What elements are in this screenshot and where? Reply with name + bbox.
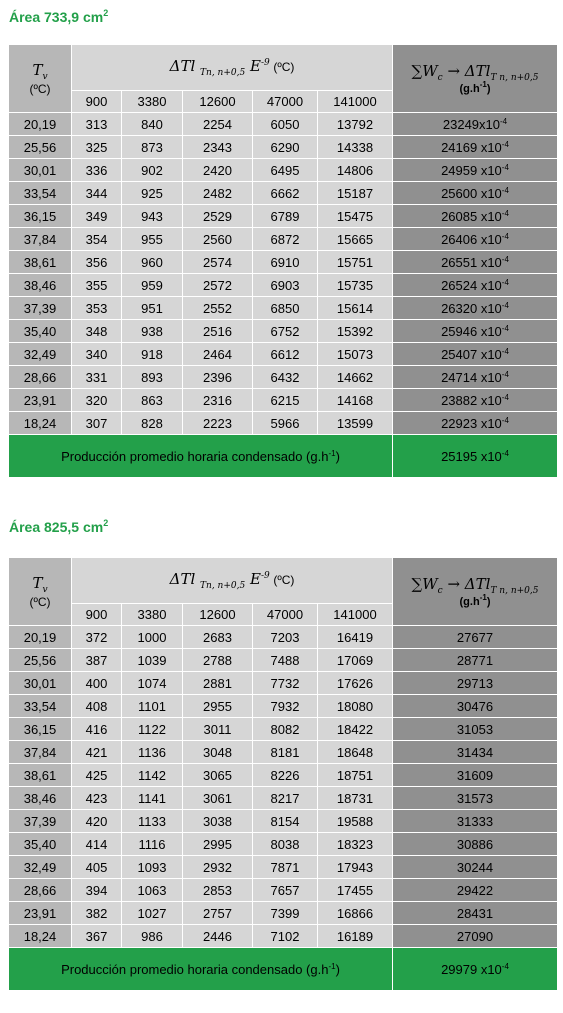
sum-cell: 26551 $x10^{-4}$ bbox=[393, 251, 558, 274]
tv-header: $T_v$ (ºC) bbox=[9, 558, 72, 626]
value-cell: 18731 bbox=[318, 787, 393, 810]
value-cell: 16419 bbox=[318, 626, 393, 649]
column-header: 12600 bbox=[183, 604, 253, 626]
value-cell: 325 bbox=[72, 136, 122, 159]
value-cell: 7488 bbox=[253, 649, 318, 672]
tv-cell: 36,15 bbox=[9, 205, 72, 228]
value-cell: 8226 bbox=[253, 764, 318, 787]
tv-cell: 28,66 bbox=[9, 879, 72, 902]
footer-label: Producción promedio horaria condensado $(g.h^{-1})$ bbox=[9, 435, 393, 478]
tv-cell: 38,46 bbox=[9, 787, 72, 810]
value-cell: 15475 bbox=[318, 205, 393, 228]
table-row bbox=[9, 856, 558, 879]
value-cell: 6495 bbox=[253, 159, 318, 182]
value-cell: 400 bbox=[72, 672, 122, 695]
delta-header: ΔTl $_{Tn, n+0,5}$ $E^{-9}$ (ºC) bbox=[72, 45, 393, 91]
value-cell: 2316 bbox=[183, 389, 253, 412]
section-title-2: Área 825,5 $cm^2$ bbox=[9, 518, 109, 535]
value-cell: 6612 bbox=[253, 343, 318, 366]
tv-cell: 32,49 bbox=[9, 856, 72, 879]
value-cell: 19588 bbox=[318, 810, 393, 833]
value-cell: 951 bbox=[122, 297, 183, 320]
value-cell: 14662 bbox=[318, 366, 393, 389]
value-cell: 2516 bbox=[183, 320, 253, 343]
value-cell: 840 bbox=[122, 113, 183, 136]
sum-header: $\sum W_c \to \Delta Tl_{T n, n+0,5}$ $(g.h^{-1})$ bbox=[393, 45, 558, 113]
value-cell: 13792 bbox=[318, 113, 393, 136]
value-cell: 320 bbox=[72, 389, 122, 412]
value-cell: 336 bbox=[72, 159, 122, 182]
column-header: 141000 bbox=[318, 604, 393, 626]
tv-cell: 33,54 bbox=[9, 695, 72, 718]
table-row bbox=[9, 879, 558, 902]
value-cell: 2396 bbox=[183, 366, 253, 389]
value-cell: 16866 bbox=[318, 902, 393, 925]
value-cell: 902 bbox=[122, 159, 183, 182]
footer-row bbox=[9, 435, 558, 478]
column-header: 3380 bbox=[122, 604, 183, 626]
value-cell: 2572 bbox=[183, 274, 253, 297]
value-cell: 405 bbox=[72, 856, 122, 879]
value-cell: 7203 bbox=[253, 626, 318, 649]
footer-value: 29979 $x10^{-4}$ bbox=[393, 948, 558, 991]
value-cell: 2560 bbox=[183, 228, 253, 251]
tv-cell: 23,91 bbox=[9, 389, 72, 412]
value-cell: 14338 bbox=[318, 136, 393, 159]
table-row bbox=[9, 136, 558, 159]
tv-cell: 38,61 bbox=[9, 764, 72, 787]
table-row bbox=[9, 833, 558, 856]
value-cell: 955 bbox=[122, 228, 183, 251]
value-cell: 1101 bbox=[122, 695, 183, 718]
sum-cell: 31573 bbox=[393, 787, 558, 810]
value-cell: 863 bbox=[122, 389, 183, 412]
value-cell: 7657 bbox=[253, 879, 318, 902]
table-row bbox=[9, 695, 558, 718]
value-cell: 2223 bbox=[183, 412, 253, 435]
value-cell: 6850 bbox=[253, 297, 318, 320]
column-header: 3380 bbox=[122, 91, 183, 113]
value-cell: 7102 bbox=[253, 925, 318, 948]
footer-row bbox=[9, 948, 558, 991]
tv-cell: 32,49 bbox=[9, 343, 72, 366]
value-cell: 6910 bbox=[253, 251, 318, 274]
data-table-2 bbox=[8, 557, 558, 991]
value-cell: 8217 bbox=[253, 787, 318, 810]
tv-cell: 25,56 bbox=[9, 649, 72, 672]
tv-cell: 37,39 bbox=[9, 810, 72, 833]
sum-cell: 26320 $x10^{-4}$ bbox=[393, 297, 558, 320]
value-cell: 8082 bbox=[253, 718, 318, 741]
value-cell: 2343 bbox=[183, 136, 253, 159]
table-row bbox=[9, 251, 558, 274]
value-cell: 17069 bbox=[318, 649, 393, 672]
value-cell: 943 bbox=[122, 205, 183, 228]
value-cell: 307 bbox=[72, 412, 122, 435]
value-cell: 2757 bbox=[183, 902, 253, 925]
sum-cell: 25600 $x10^{-4}$ bbox=[393, 182, 558, 205]
value-cell: 425 bbox=[72, 764, 122, 787]
sum-cell: 31434 bbox=[393, 741, 558, 764]
value-cell: 13599 bbox=[318, 412, 393, 435]
value-cell: 14806 bbox=[318, 159, 393, 182]
sum-cell: 31333 bbox=[393, 810, 558, 833]
value-cell: 2881 bbox=[183, 672, 253, 695]
table-row bbox=[9, 366, 558, 389]
value-cell: 18323 bbox=[318, 833, 393, 856]
value-cell: 6215 bbox=[253, 389, 318, 412]
sum-cell: 29713 bbox=[393, 672, 558, 695]
value-cell: 873 bbox=[122, 136, 183, 159]
table-row bbox=[9, 205, 558, 228]
value-cell: 2254 bbox=[183, 113, 253, 136]
value-cell: 3038 bbox=[183, 810, 253, 833]
value-cell: 15614 bbox=[318, 297, 393, 320]
table-row bbox=[9, 182, 558, 205]
value-cell: 959 bbox=[122, 274, 183, 297]
value-cell: 18648 bbox=[318, 741, 393, 764]
table-row bbox=[9, 297, 558, 320]
value-cell: 420 bbox=[72, 810, 122, 833]
delta-header: ΔTl $_{Tn, n+0,5}$ $E^{-9}$ (ºC) bbox=[72, 558, 393, 604]
sum-cell: 31053 bbox=[393, 718, 558, 741]
value-cell: 1136 bbox=[122, 741, 183, 764]
value-cell: 1116 bbox=[122, 833, 183, 856]
tv-header: $T_v$ (ºC) bbox=[9, 45, 72, 113]
value-cell: 986 bbox=[122, 925, 183, 948]
value-cell: 394 bbox=[72, 879, 122, 902]
value-cell: 6662 bbox=[253, 182, 318, 205]
column-header: 47000 bbox=[253, 91, 318, 113]
value-cell: 1074 bbox=[122, 672, 183, 695]
tv-cell: 33,54 bbox=[9, 182, 72, 205]
value-cell: 17943 bbox=[318, 856, 393, 879]
sum-cell: 24169 $x10^{-4}$ bbox=[393, 136, 558, 159]
sum-cell: 29422 bbox=[393, 879, 558, 902]
table-row bbox=[9, 741, 558, 764]
value-cell: 1141 bbox=[122, 787, 183, 810]
sum-cell: 28431 bbox=[393, 902, 558, 925]
value-cell: 2788 bbox=[183, 649, 253, 672]
value-cell: 349 bbox=[72, 205, 122, 228]
column-header: 47000 bbox=[253, 604, 318, 626]
value-cell: 331 bbox=[72, 366, 122, 389]
sum-cell: 25946 $x10^{-4}$ bbox=[393, 320, 558, 343]
value-cell: 408 bbox=[72, 695, 122, 718]
value-cell: 828 bbox=[122, 412, 183, 435]
value-cell: 15187 bbox=[318, 182, 393, 205]
value-cell: 7732 bbox=[253, 672, 318, 695]
sum-cell: 22923 $x10^{-4}$ bbox=[393, 412, 558, 435]
value-cell: 960 bbox=[122, 251, 183, 274]
table-row bbox=[9, 764, 558, 787]
table-row bbox=[9, 810, 558, 833]
value-cell: 8154 bbox=[253, 810, 318, 833]
sum-cell: 23882 $x10^{-4}$ bbox=[393, 389, 558, 412]
value-cell: 15735 bbox=[318, 274, 393, 297]
value-cell: 356 bbox=[72, 251, 122, 274]
tv-cell: 30,01 bbox=[9, 159, 72, 182]
tv-cell: 18,24 bbox=[9, 925, 72, 948]
value-cell: 6903 bbox=[253, 274, 318, 297]
tv-cell: 37,39 bbox=[9, 297, 72, 320]
tv-cell: 37,84 bbox=[9, 741, 72, 764]
value-cell: 6752 bbox=[253, 320, 318, 343]
tv-cell: 25,56 bbox=[9, 136, 72, 159]
value-cell: 2529 bbox=[183, 205, 253, 228]
value-cell: 8038 bbox=[253, 833, 318, 856]
value-cell: 8181 bbox=[253, 741, 318, 764]
table-row bbox=[9, 320, 558, 343]
value-cell: 3048 bbox=[183, 741, 253, 764]
value-cell: 918 bbox=[122, 343, 183, 366]
tv-cell: 38,46 bbox=[9, 274, 72, 297]
value-cell: 17455 bbox=[318, 879, 393, 902]
value-cell: 416 bbox=[72, 718, 122, 741]
sum-cell: 31609 bbox=[393, 764, 558, 787]
value-cell: 1000 bbox=[122, 626, 183, 649]
value-cell: 1133 bbox=[122, 810, 183, 833]
value-cell: 938 bbox=[122, 320, 183, 343]
sum-cell: 26085 $x10^{-4}$ bbox=[393, 205, 558, 228]
value-cell: 16189 bbox=[318, 925, 393, 948]
tv-cell: 28,66 bbox=[9, 366, 72, 389]
table-row bbox=[9, 672, 558, 695]
table-row bbox=[9, 274, 558, 297]
value-cell: 313 bbox=[72, 113, 122, 136]
value-cell: 6872 bbox=[253, 228, 318, 251]
value-cell: 421 bbox=[72, 741, 122, 764]
value-cell: 2853 bbox=[183, 879, 253, 902]
value-cell: 893 bbox=[122, 366, 183, 389]
value-cell: 1122 bbox=[122, 718, 183, 741]
sum-header: $\sum W_c \to \Delta Tl_{T n, n+0,5}$ $(g.h^{-1})$ bbox=[393, 558, 558, 626]
footer-label: Producción promedio horaria condensado $(g.h^{-1})$ bbox=[9, 948, 393, 991]
value-cell: 340 bbox=[72, 343, 122, 366]
table-row bbox=[9, 159, 558, 182]
value-cell: 387 bbox=[72, 649, 122, 672]
value-cell: 2574 bbox=[183, 251, 253, 274]
value-cell: 2932 bbox=[183, 856, 253, 879]
value-cell: 925 bbox=[122, 182, 183, 205]
value-cell: 372 bbox=[72, 626, 122, 649]
tv-cell: 30,01 bbox=[9, 672, 72, 695]
sum-cell: 26406 $x10^{-4}$ bbox=[393, 228, 558, 251]
column-header: 900 bbox=[72, 91, 122, 113]
value-cell: 382 bbox=[72, 902, 122, 925]
value-cell: 17626 bbox=[318, 672, 393, 695]
value-cell: 354 bbox=[72, 228, 122, 251]
value-cell: 2552 bbox=[183, 297, 253, 320]
tv-cell: 35,40 bbox=[9, 320, 72, 343]
tv-cell: 23,91 bbox=[9, 902, 72, 925]
sum-cell: 30886 bbox=[393, 833, 558, 856]
column-header: 141000 bbox=[318, 91, 393, 113]
value-cell: 355 bbox=[72, 274, 122, 297]
value-cell: 423 bbox=[72, 787, 122, 810]
table-row bbox=[9, 412, 558, 435]
value-cell: 1063 bbox=[122, 879, 183, 902]
value-cell: 5966 bbox=[253, 412, 318, 435]
value-cell: 1027 bbox=[122, 902, 183, 925]
section-title-1: Área 733,9 $cm^2$ bbox=[9, 8, 109, 25]
sum-cell: 30244 bbox=[393, 856, 558, 879]
value-cell: 2955 bbox=[183, 695, 253, 718]
sum-cell: 24714 $x10^{-4}$ bbox=[393, 366, 558, 389]
value-cell: 18080 bbox=[318, 695, 393, 718]
tv-cell: 36,15 bbox=[9, 718, 72, 741]
table-row bbox=[9, 902, 558, 925]
value-cell: 1142 bbox=[122, 764, 183, 787]
value-cell: 3065 bbox=[183, 764, 253, 787]
sum-cell: 26524 $x10^{-4}$ bbox=[393, 274, 558, 297]
value-cell: 6432 bbox=[253, 366, 318, 389]
sum-cell: $23249x10^{-4}$ bbox=[393, 113, 558, 136]
table-row bbox=[9, 718, 558, 741]
value-cell: 2482 bbox=[183, 182, 253, 205]
value-cell: 2420 bbox=[183, 159, 253, 182]
value-cell: 414 bbox=[72, 833, 122, 856]
value-cell: 344 bbox=[72, 182, 122, 205]
tv-cell: 18,24 bbox=[9, 412, 72, 435]
value-cell: 15392 bbox=[318, 320, 393, 343]
tv-cell: 37,84 bbox=[9, 228, 72, 251]
value-cell: 14168 bbox=[318, 389, 393, 412]
value-cell: 2683 bbox=[183, 626, 253, 649]
value-cell: 18422 bbox=[318, 718, 393, 741]
value-cell: 1039 bbox=[122, 649, 183, 672]
value-cell: 1093 bbox=[122, 856, 183, 879]
column-header: 900 bbox=[72, 604, 122, 626]
value-cell: 2446 bbox=[183, 925, 253, 948]
sum-cell: 27090 bbox=[393, 925, 558, 948]
table-row bbox=[9, 113, 558, 136]
data-table-1 bbox=[8, 44, 558, 478]
value-cell: 15751 bbox=[318, 251, 393, 274]
footer-value: 25195 $x10^{-4}$ bbox=[393, 435, 558, 478]
value-cell: 348 bbox=[72, 320, 122, 343]
table-row bbox=[9, 787, 558, 810]
value-cell: 6050 bbox=[253, 113, 318, 136]
tv-cell: 38,61 bbox=[9, 251, 72, 274]
tv-cell: 20,19 bbox=[9, 626, 72, 649]
table-row bbox=[9, 228, 558, 251]
table-row bbox=[9, 343, 558, 366]
sum-cell: 30476 bbox=[393, 695, 558, 718]
sum-cell: 24959 $x10^{-4}$ bbox=[393, 159, 558, 182]
value-cell: 7399 bbox=[253, 902, 318, 925]
sum-cell: 28771 bbox=[393, 649, 558, 672]
value-cell: 3011 bbox=[183, 718, 253, 741]
table-row bbox=[9, 649, 558, 672]
value-cell: 18751 bbox=[318, 764, 393, 787]
value-cell: 2464 bbox=[183, 343, 253, 366]
tv-cell: 35,40 bbox=[9, 833, 72, 856]
value-cell: 7932 bbox=[253, 695, 318, 718]
value-cell: 2995 bbox=[183, 833, 253, 856]
column-header: 12600 bbox=[183, 91, 253, 113]
value-cell: 6789 bbox=[253, 205, 318, 228]
value-cell: 15073 bbox=[318, 343, 393, 366]
value-cell: 353 bbox=[72, 297, 122, 320]
tv-cell: 20,19 bbox=[9, 113, 72, 136]
value-cell: 6290 bbox=[253, 136, 318, 159]
table-row bbox=[9, 925, 558, 948]
value-cell: 7871 bbox=[253, 856, 318, 879]
sum-cell: 25407 $x10^{-4}$ bbox=[393, 343, 558, 366]
sum-cell: 27677 bbox=[393, 626, 558, 649]
value-cell: 3061 bbox=[183, 787, 253, 810]
value-cell: 367 bbox=[72, 925, 122, 948]
table-row bbox=[9, 626, 558, 649]
table-row bbox=[9, 389, 558, 412]
value-cell: 15665 bbox=[318, 228, 393, 251]
